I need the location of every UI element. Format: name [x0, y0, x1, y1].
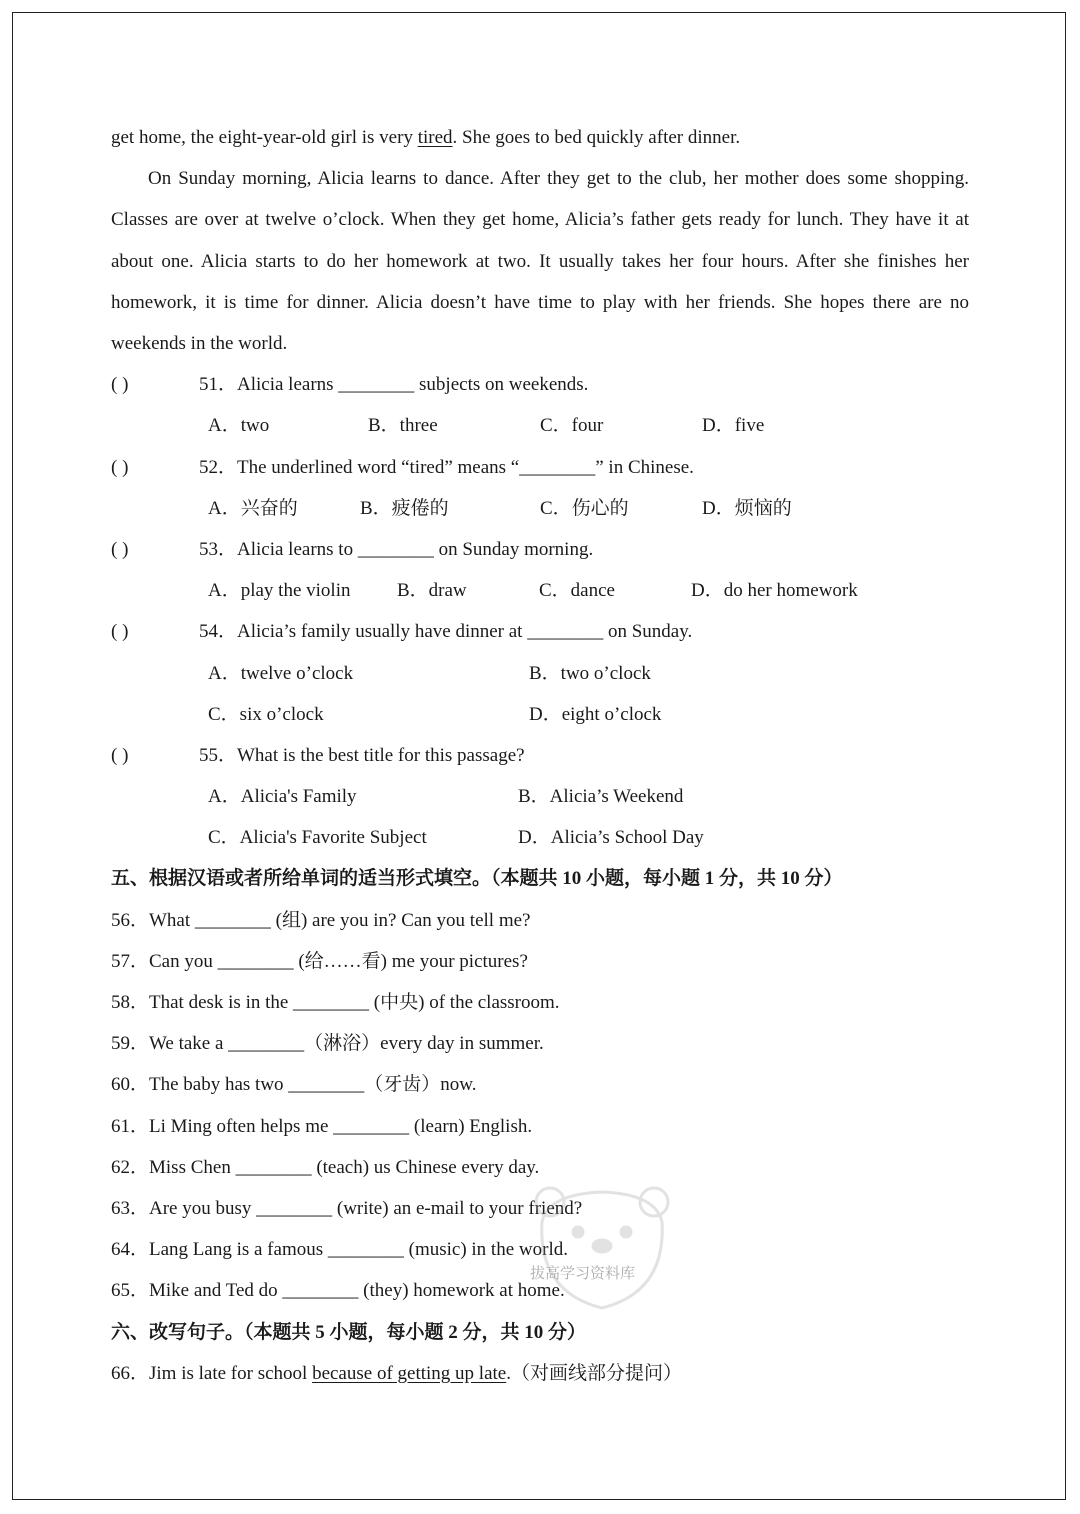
option-c[interactable]: C．six o’clock	[208, 703, 324, 725]
option-b[interactable]: B．two o’clock	[529, 662, 651, 684]
option-d[interactable]: D．do her homework	[691, 580, 858, 602]
passage-paragraph-2: On Sunday morning, Alicia learns to dance. After they get to the club, her mother does some shopping. Classes are over at twelve o’clock. When they get home, Alicia’s father gets ready for lunch. They have it at about one. Alicia starts to do her homework at two. It usually takes her four hours. After she finishes her homework, it is time for dinner. Alicia doesn’t have time to play with her friends. She hopes there are no weekends in the world.	[111, 168, 969, 354]
option-d[interactable]: D．Alicia’s School Day	[518, 827, 704, 849]
fill-item-57: 57．Can you ________ (给……看) me your pictures?	[111, 950, 528, 972]
fill-item-56: 56．What ________ (组) are you in? Can you tell me?	[111, 909, 531, 931]
question-51	[111, 364, 969, 405]
option-a[interactable]: A．twelve o’clock	[208, 662, 354, 684]
option-c[interactable]: C．four	[540, 415, 604, 437]
options-51	[111, 405, 969, 446]
question-52	[111, 447, 969, 488]
option-a[interactable]: A．play the violin	[208, 580, 351, 602]
answer-bracket[interactable]: ( )	[111, 456, 129, 478]
option-b[interactable]: B．Alicia’s Weekend	[518, 786, 684, 808]
option-b[interactable]: B．疲倦的	[360, 497, 449, 519]
question-54	[111, 611, 969, 652]
underlined-phrase: because of getting up late	[312, 1362, 507, 1384]
option-c[interactable]: C．Alicia's Favorite Subject	[208, 827, 427, 849]
answer-bracket[interactable]: ( )	[111, 374, 129, 396]
options-54-row1	[111, 653, 969, 694]
answer-bracket[interactable]: ( )	[111, 621, 129, 643]
fill-item-61: 61．Li Ming often helps me ________ (learn) English.	[111, 1115, 533, 1137]
question-instruction: .（对画线部分提问）	[506, 1362, 682, 1384]
option-c[interactable]: C．伤心的	[540, 497, 629, 519]
option-d[interactable]: D．five	[702, 415, 765, 437]
fill-item-59: 59．We take a ________（淋浴）every day in summer.	[111, 1033, 544, 1055]
question-text: 66．Jim is late for school	[111, 1362, 313, 1384]
question-53	[111, 529, 969, 570]
question-stem: 55．What is the best title for this passage?	[199, 744, 525, 766]
fill-item-63: 63．Are you busy ________ (write) an e-mail to your friend?	[111, 1197, 583, 1219]
option-d[interactable]: D．eight o’clock	[529, 703, 662, 725]
section-5-title: 五、根据汉语或者所给单词的适当形式填空。（本题共 10 小题，每小题 1 分，共 10 分）	[111, 868, 843, 890]
fill-item-62: 62．Miss Chen ________ (teach) us Chinese every day.	[111, 1156, 540, 1178]
question-stem: 52．The underlined word “tired” means “________” in Chinese.	[199, 456, 694, 478]
option-b[interactable]: B．draw	[397, 580, 467, 602]
fill-item-60: 60．The baby has two ________（牙齿）now.	[111, 1074, 477, 1096]
options-55-row2	[111, 817, 969, 858]
passage-line-1	[111, 117, 969, 158]
options-53	[111, 570, 969, 611]
option-b[interactable]: B．three	[368, 415, 438, 437]
options-52	[111, 488, 969, 529]
exam-content	[111, 117, 969, 1394]
fill-item-65: 65．Mike and Ted do ________ (they) homework at home.	[111, 1280, 565, 1302]
question-stem: 54．Alicia’s family usually have dinner at ________ on Sunday.	[199, 621, 693, 643]
option-d[interactable]: D．烦恼的	[702, 497, 792, 519]
option-a[interactable]: A．two	[208, 415, 270, 437]
passage-text: get home, the eight-year-old girl is very	[111, 127, 418, 148]
question-stem: 51．Alicia learns ________ subjects on weekends.	[199, 374, 589, 396]
fill-item-58: 58．That desk is in the ________ (中央) of the classroom.	[111, 992, 560, 1014]
options-54-row2	[111, 694, 969, 735]
option-c[interactable]: C．dance	[539, 580, 615, 602]
fill-item-64: 64．Lang Lang is a famous ________ (music) in the world.	[111, 1239, 568, 1261]
answer-bracket[interactable]: ( )	[111, 744, 129, 766]
option-a[interactable]: A．Alicia's Family	[208, 786, 357, 808]
passage-text: . She goes to bed quickly after dinner.	[452, 127, 741, 148]
question-55	[111, 735, 969, 776]
section-6-title: 六、改写句子。（本题共 5 小题，每小题 2 分，共 10 分）	[111, 1321, 587, 1343]
watermark-text: 拔高学习资料库	[530, 1264, 636, 1282]
question-stem: 53．Alicia learns to ________ on Sunday morning.	[199, 538, 594, 560]
options-55-row1	[111, 776, 969, 817]
underlined-word-tired: tired	[417, 127, 453, 148]
option-a[interactable]: A．兴奋的	[208, 497, 298, 519]
rewrite-item-66	[111, 1353, 969, 1394]
answer-bracket[interactable]: ( )	[111, 538, 129, 560]
